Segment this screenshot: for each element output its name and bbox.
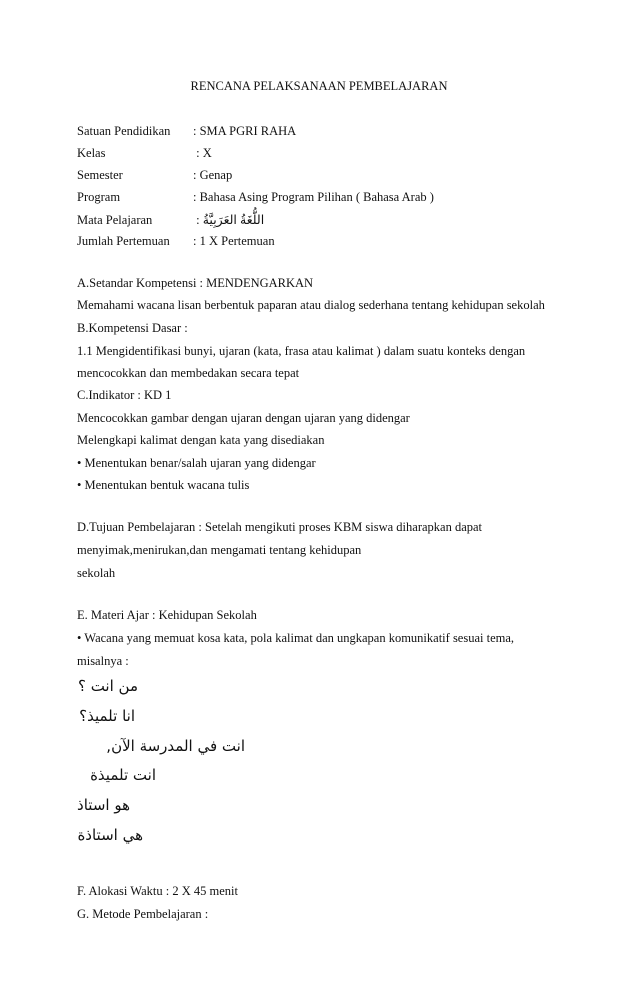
- identity-row-mapel: [77, 212, 264, 228]
- identity-value: : Genap: [193, 168, 233, 182]
- arabic-example-line: انت تلميذة: [90, 766, 156, 784]
- section-b-text: mencocokkan dan membedakan secara tepat: [77, 366, 300, 380]
- section-d-text: menyimak,menirukan,dan mengamati tentang kehidupan: [77, 543, 362, 557]
- identity-value: : اللُّغَةُ العَرَبِيَّةُ: [193, 213, 265, 227]
- section-e-text: misalnya :: [77, 654, 129, 668]
- section-e-heading: E. Materi Ajar : Kehidupan Sekolah: [77, 608, 257, 622]
- section-g-text: G. Metode Pembelajaran :: [77, 907, 209, 921]
- identity-label: Satuan Pendidikan: [77, 124, 171, 138]
- arabic-example-line: هو استاذ: [77, 796, 130, 814]
- section-b-heading: B.Kompetensi Dasar :: [77, 321, 188, 335]
- section-d-text: sekolah: [77, 566, 116, 580]
- section-f-text: F. Alokasi Waktu : 2 X 45 menit: [77, 884, 238, 898]
- section-a-text: Memahami wacana lisan berbentuk paparan atau dialog sederhana tentang kehidupan sekolah: [77, 298, 545, 312]
- section-e-text: • Wacana yang memuat kosa kata, pola kalimat dan ungkapan komunikatif sesuai tema,: [77, 631, 515, 645]
- identity-label: Jumlah Pertemuan: [77, 234, 170, 248]
- section-c-heading: C.Indikator : KD 1: [77, 388, 172, 402]
- section-c-item: • Menentukan benar/salah ujaran yang didengar: [77, 456, 316, 470]
- identity-value: : X: [193, 146, 212, 160]
- document-title: RENCANA PELAKSANAAN PEMBELAJARAN: [190, 79, 448, 93]
- arabic-example-line: انت في المدرسة الآن,: [106, 737, 245, 755]
- identity-label: Mata Pelajaran: [77, 213, 153, 227]
- identity-label: Semester: [77, 168, 123, 182]
- section-a-heading: A.Setandar Kompetensi : MENDENGARKAN: [77, 276, 314, 290]
- identity-value: : 1 X Pertemuan: [193, 234, 275, 248]
- arabic-example-line: انا تلميذ؟: [79, 707, 135, 725]
- identity-row-program: [77, 190, 434, 205]
- section-c-item: • Menentukan bentuk wacana tulis: [77, 478, 250, 492]
- arabic-example-line: هي استاذة: [77, 826, 143, 844]
- section-b-text: 1.1 Mengidentifikasi bunyi, ujaran (kata, frasa atau kalimat ) dalam suatu konteks dengan: [77, 344, 526, 358]
- identity-row-pertemuan: [77, 234, 275, 249]
- identity-row-satuan: [77, 124, 296, 139]
- section-d-text: D.Tujuan Pembelajaran : Setelah mengikuti proses KBM siswa diharapkan dapat: [77, 520, 483, 534]
- identity-row-semester: [77, 168, 232, 183]
- section-c-item: Melengkapi kalimat dengan kata yang disediakan: [77, 433, 325, 447]
- identity-row-kelas: [77, 146, 212, 161]
- identity-label: Kelas: [77, 146, 106, 160]
- identity-value: : SMA PGRI RAHA: [193, 124, 297, 138]
- identity-value: : Bahasa Asing Program Pilihan ( Bahasa Arab ): [193, 190, 434, 204]
- identity-label: Program: [77, 190, 121, 204]
- section-c-item: Mencocokkan gambar dengan ujaran dengan ujaran yang didengar: [77, 411, 410, 425]
- arabic-example-line: من انت ؟: [77, 677, 138, 695]
